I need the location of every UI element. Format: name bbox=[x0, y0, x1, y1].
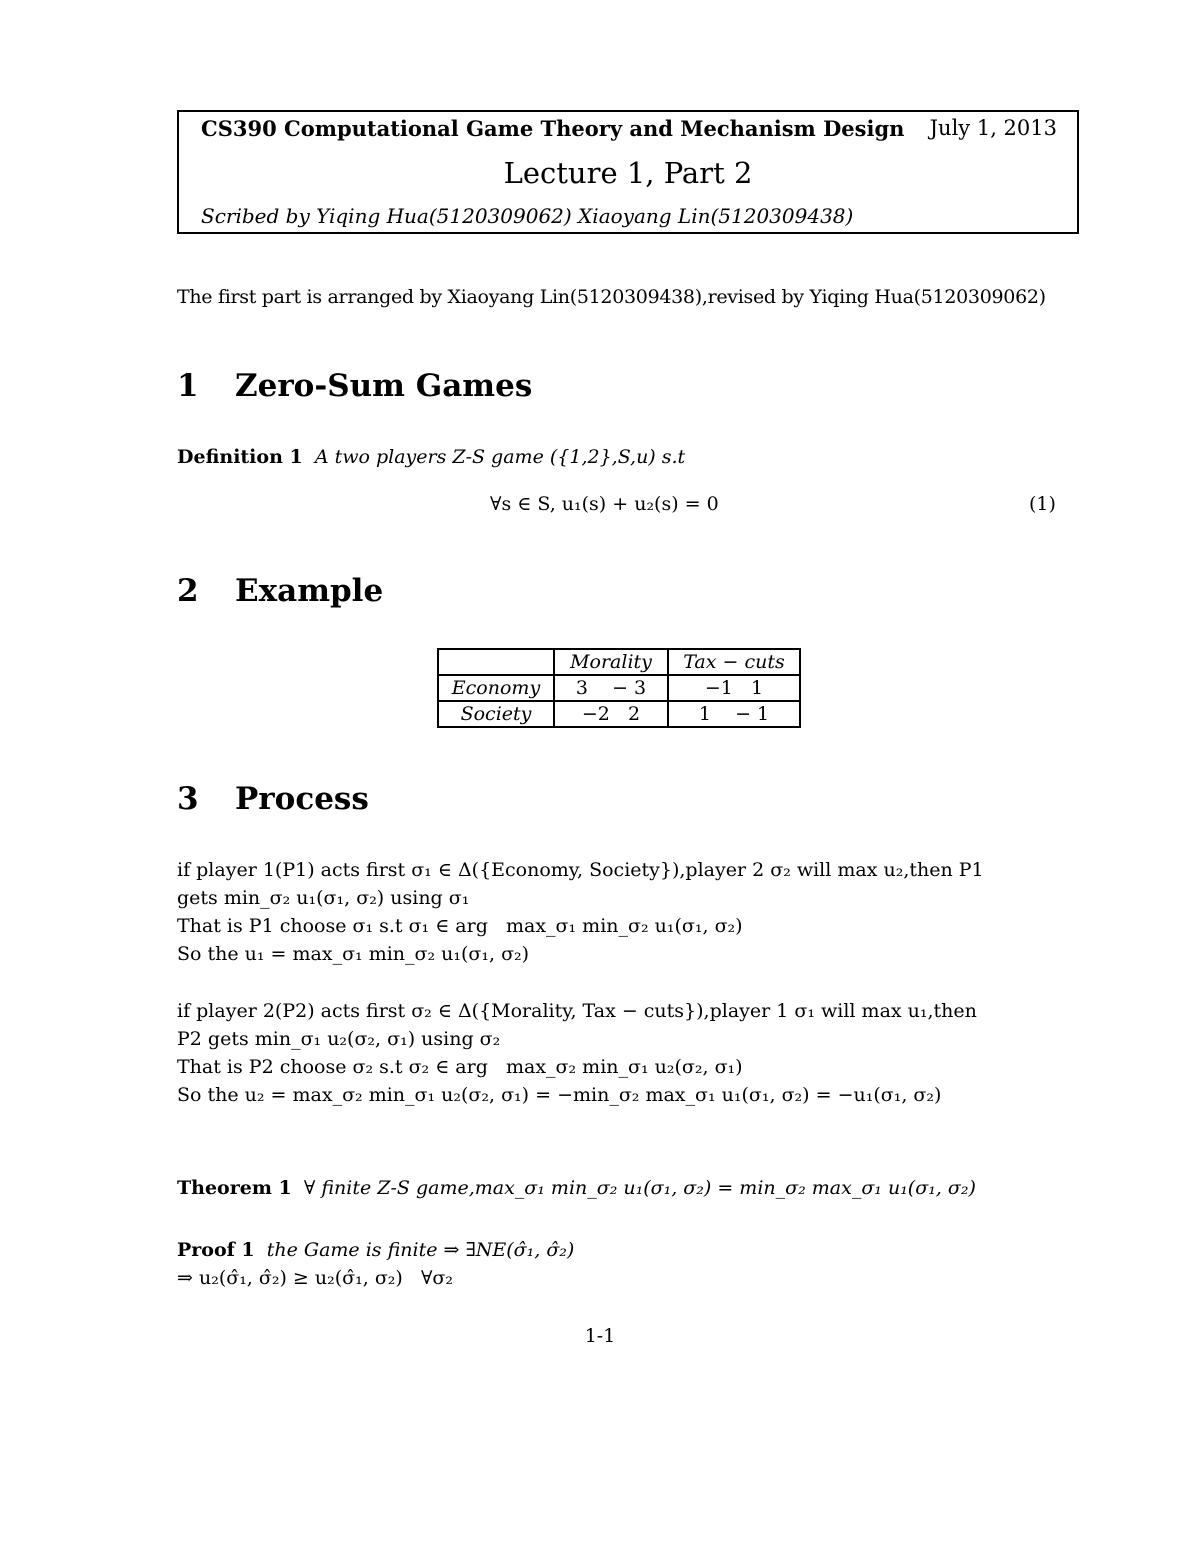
table-cell: −1 1 bbox=[668, 675, 800, 701]
table-corner-cell bbox=[438, 649, 554, 675]
process-line: gets min_σ₂ u₁(σ₁, σ₂) using σ₁ bbox=[177, 887, 470, 909]
proof-line-2: ⇒ u₂(σ̂₁, σ̂₂) ≥ u₂(σ̂₁, σ₂) ∀σ₂ bbox=[177, 1267, 453, 1289]
process-line: That is P2 choose σ₂ s.t σ₂ ∈ arg max_σ₂ min_σ₁ u₂(σ₂, σ₁) bbox=[177, 1056, 743, 1078]
table-header-cell: Morality bbox=[554, 649, 668, 675]
process-line: So the u₁ = max_σ₁ min_σ₂ u₁(σ₁, σ₂) bbox=[177, 943, 530, 965]
section-number: 1 bbox=[177, 368, 199, 404]
table-row-label: Economy bbox=[438, 675, 554, 701]
lecture-date: July 1, 2013 bbox=[929, 116, 1057, 140]
process-paragraph-p1 bbox=[177, 856, 984, 968]
proof-text: the Game is finite ⇒ ∃NE(σ̂₁, σ̂₂) bbox=[266, 1239, 575, 1261]
proof-label: Proof 1 bbox=[177, 1239, 255, 1261]
process-line: That is P1 choose σ₁ s.t σ₁ ∈ arg max_σ₁ min_σ₂ u₁(σ₁, σ₂) bbox=[177, 915, 743, 937]
section-heading-2 bbox=[177, 573, 383, 609]
table-cell: 3 − 3 bbox=[554, 675, 668, 701]
table-row bbox=[438, 701, 800, 727]
section-number: 3 bbox=[177, 781, 199, 817]
proof bbox=[177, 1236, 574, 1292]
definition-text: A two players Z-S game ({1,2},S,u) s.t bbox=[314, 446, 686, 468]
proof-line-1 bbox=[177, 1236, 574, 1264]
table-header-row bbox=[438, 649, 800, 675]
scribe-line: Scribed by Yiqing Hua(5120309062) Xiaoyang Lin(5120309438) bbox=[201, 204, 854, 228]
definition bbox=[177, 443, 685, 471]
section-heading-3 bbox=[177, 781, 369, 817]
theorem-label: Theorem 1 bbox=[177, 1177, 292, 1199]
section-title: Process bbox=[235, 781, 369, 817]
table-row-label: Society bbox=[438, 701, 554, 727]
table-header-cell: Tax − cuts bbox=[668, 649, 800, 675]
table-row bbox=[438, 675, 800, 701]
section-heading-1 bbox=[177, 368, 532, 404]
intro-text: The first part is arranged by Xiaoyang Lin(5120309438),revised by Yiqing Hua(5120309062) bbox=[177, 286, 1046, 308]
theorem-text: ∀ finite Z-S game,max_σ₁ min_σ₂ u₁(σ₁, σ₂) = min_σ₂ max_σ₁ u₁(σ₁, σ₂) bbox=[303, 1177, 976, 1199]
process-line: if player 1(P1) acts first σ₁ ∈ Δ({Economy, Society}),player 2 σ₂ will max u₂,then P1 bbox=[177, 859, 984, 881]
section-title: Example bbox=[235, 573, 384, 609]
payoff-table bbox=[437, 648, 801, 728]
process-line: So the u₂ = max_σ₂ min_σ₁ u₂(σ₂, σ₁) = −min_σ₂ max_σ₁ u₁(σ₁, σ₂) = −u₁(σ₁, σ₂) bbox=[177, 1084, 942, 1106]
header-box bbox=[177, 110, 1079, 234]
process-paragraph-p2 bbox=[177, 997, 977, 1109]
theorem bbox=[177, 1174, 976, 1202]
table-cell: 1 − 1 bbox=[668, 701, 800, 727]
process-line: if player 2(P2) acts first σ₂ ∈ Δ({Morality, Tax − cuts}),player 1 σ₁ will max u₁,then bbox=[177, 1000, 977, 1022]
equation-1: ∀s ∈ S, u₁(s) + u₂(s) = 0 bbox=[490, 493, 719, 515]
equation-number: (1) bbox=[1029, 493, 1056, 515]
page-number: 1-1 bbox=[584, 1325, 616, 1347]
course-title: CS390 Computational Game Theory and Mechanism Design bbox=[201, 116, 905, 141]
process-line: P2 gets min_σ₁ u₂(σ₂, σ₁) using σ₂ bbox=[177, 1028, 501, 1050]
definition-label: Definition 1 bbox=[177, 446, 303, 468]
table-cell: −2 2 bbox=[554, 701, 668, 727]
section-number: 2 bbox=[177, 573, 199, 609]
lecture-title: Lecture 1, Part 2 bbox=[503, 156, 753, 190]
section-title: Zero-Sum Games bbox=[235, 368, 533, 404]
